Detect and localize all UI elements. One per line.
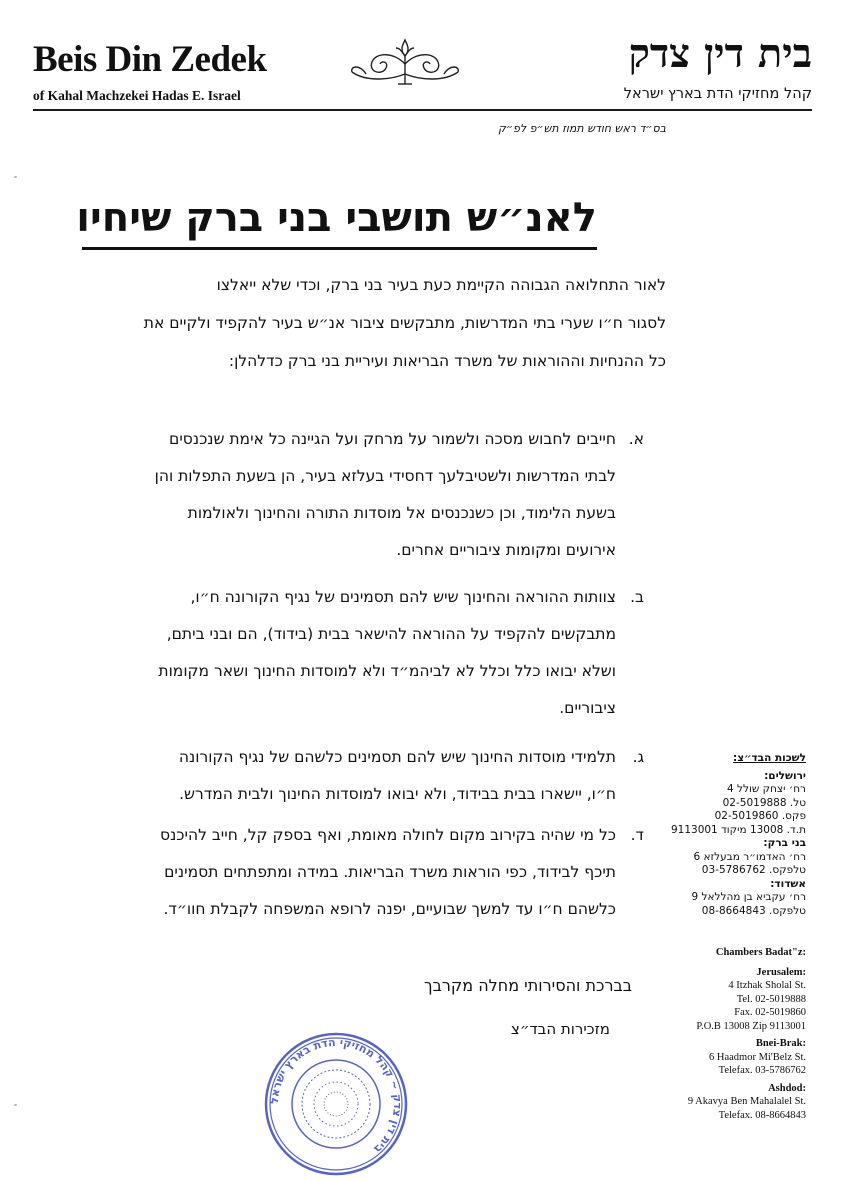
- sidebar-line: טלפקס. 03-5786762: [701, 864, 806, 876]
- intro-line: לסגור ח״ו שערי בתי המדרשות, מתבקשים ציבור אנ״ש בעיר להקפיד ולקיים את: [143, 314, 666, 332]
- sidebar-english-contacts: [646, 946, 806, 1122]
- sidebar-line: Telefax. 08-8664843: [718, 1109, 806, 1121]
- item-paragraph: [16, 588, 616, 738]
- sidebar-city: בני ברק:: [763, 837, 806, 849]
- item-line: בשעת הלימוד, וכן כשנכנסים אל מוסדות התורה והחינוך ולאולמות: [187, 504, 616, 522]
- item-line: ח״ו, יישארו בבית בבידוד, ולא יבואו למוסדות החינוך ולבית המדרש.: [179, 785, 616, 803]
- org-name-english: Beis Din Zedek: [33, 39, 267, 80]
- intro-line: כל ההנחיות וההוראות של משרד הבריאות ועיריית בני ברק כדלהלן:: [228, 352, 666, 370]
- item-line: ושלא יבואו כלל וכלל לא לביהמ״ד ולא למוסדות החינוך ושאר מקומות: [158, 662, 616, 680]
- sidebar-city: ירושלים:: [764, 769, 806, 782]
- sidebar-line: Fax. 02-5019860: [734, 1007, 806, 1018]
- sidebar-line: טלפקס. 08-8664843: [701, 904, 806, 917]
- sidebar-line: טל. 02-5019888: [722, 796, 806, 809]
- item-line: תיכף לבידוד, כפי הוראות משרד הבריאות. במידה ומתפתחים תסמינים: [164, 863, 616, 881]
- signature-secretariat: מזכירות הבד״צ: [510, 1020, 610, 1038]
- item-line: ציבוריים.: [559, 699, 616, 717]
- item-line: צוותות ההוראה והחינוך שיש להם תסמינים של נגיף הקורונה ח״ו,: [190, 588, 616, 606]
- official-stamp-icon: [262, 1030, 410, 1178]
- sidebar-hebrew-contacts: [666, 752, 806, 918]
- org-subtitle-hebrew: קהל מחזיקי הדת בארץ ישראל: [623, 86, 812, 102]
- sidebar-city: אשדוד:: [770, 877, 806, 890]
- headline-underline: [82, 247, 597, 250]
- item-paragraph: [16, 826, 616, 946]
- org-subtitle-english: of Kahal Machzekei Hadas E. Israel: [33, 88, 241, 103]
- sidebar-line: Tel. 02-5019888: [736, 993, 806, 1005]
- sidebar-city: Bnei-Brak:: [755, 1038, 806, 1049]
- sidebar-line: פקס. 02-5019860: [714, 810, 806, 822]
- item-paragraph: [16, 430, 616, 580]
- date-line: בס״ד ראש חודש תמוז תש״פ לפ״ק: [498, 122, 666, 135]
- item-line: חייבים לחבוש מסכה ולשמור על מרחק ועל הגיינה כל אימת שנכנסים: [169, 430, 616, 448]
- sidebar-heading: Chambers Badat"z:: [715, 947, 806, 958]
- sidebar-city: Jerusalem:: [756, 966, 806, 978]
- sidebar-line: 9 Akavya Ben Mahalalel St.: [687, 1096, 806, 1107]
- intro-line: לאור התחלואה הגבוהה הקיימת כעת בעיר בני ברק, וכדי שלא ייאלצו: [216, 276, 666, 294]
- sidebar-line: 4 Itzhak Sholal St.: [728, 980, 806, 991]
- flourish-ornament-icon: [346, 34, 464, 92]
- sidebar-line: רח׳ עקביא בן מהללאל 9: [691, 891, 806, 903]
- scan-speck: [14, 1104, 17, 1106]
- item-line: לבתי המדרשות ולשטיבלעך דחסידי בעלזא בעיר, הן בשעת התפלות והן: [154, 467, 616, 485]
- headline: לאנ״ש תושבי בני ברק שיחיו: [76, 195, 597, 241]
- item-letter: א.: [628, 430, 644, 448]
- sidebar-line: ת.ד. 13008 מיקוד 9113001: [670, 823, 806, 836]
- sidebar-heading: לשכות הבד״צ:: [733, 752, 806, 764]
- closing-blessing: בברכת והסירותי מחלה מקרבך: [424, 976, 632, 995]
- item-line: מתבקשים להקפיד על ההוראה להישאר בבית (בידוד), הם ובני ביתם,: [166, 625, 616, 643]
- item-paragraph: [16, 748, 616, 828]
- scan-speck: [14, 176, 17, 178]
- stamp-text: בית דין צדק ~ קהל מחזיקי הדת בארץ ישראל: [267, 1035, 405, 1156]
- item-line: אירועים ומקומות ציבוריים אחרים.: [396, 541, 616, 559]
- sidebar-line: Telefax. 03-5786762: [718, 1065, 806, 1076]
- sidebar-line: P.O.B 13008 Zip 9113001: [696, 1020, 806, 1032]
- sidebar-line: רח׳ יצחק שולל 4: [727, 783, 806, 795]
- sidebar-city: Ashdod:: [768, 1082, 806, 1094]
- item-line: כלשהם ח״ו עד למשך שבועיים, יפנה לרופא המשפחה לקבלת חוו״ד.: [163, 900, 616, 918]
- item-line: תלמידי מוסדות החינוך שיש להם תסמינים כלשהם של נגיף הקורונה: [178, 748, 616, 766]
- letterhead-rule: [33, 109, 812, 111]
- item-letter: ד.: [630, 826, 644, 844]
- intro-paragraph: [26, 276, 666, 376]
- sidebar-line: רח׳ האדמו״ר מבעלזא 6: [693, 850, 806, 863]
- org-name-hebrew: בית דין צדק: [628, 30, 812, 77]
- item-line: כל מי שהיה בקירוב מקום לחולה מאומת, ואף בספק קל, חייב להיכנס: [160, 826, 616, 844]
- item-letter: ג.: [632, 748, 644, 766]
- sidebar-line: 6 Haadmor Mi'Belz St.: [709, 1051, 806, 1063]
- item-letter: ב.: [630, 588, 644, 606]
